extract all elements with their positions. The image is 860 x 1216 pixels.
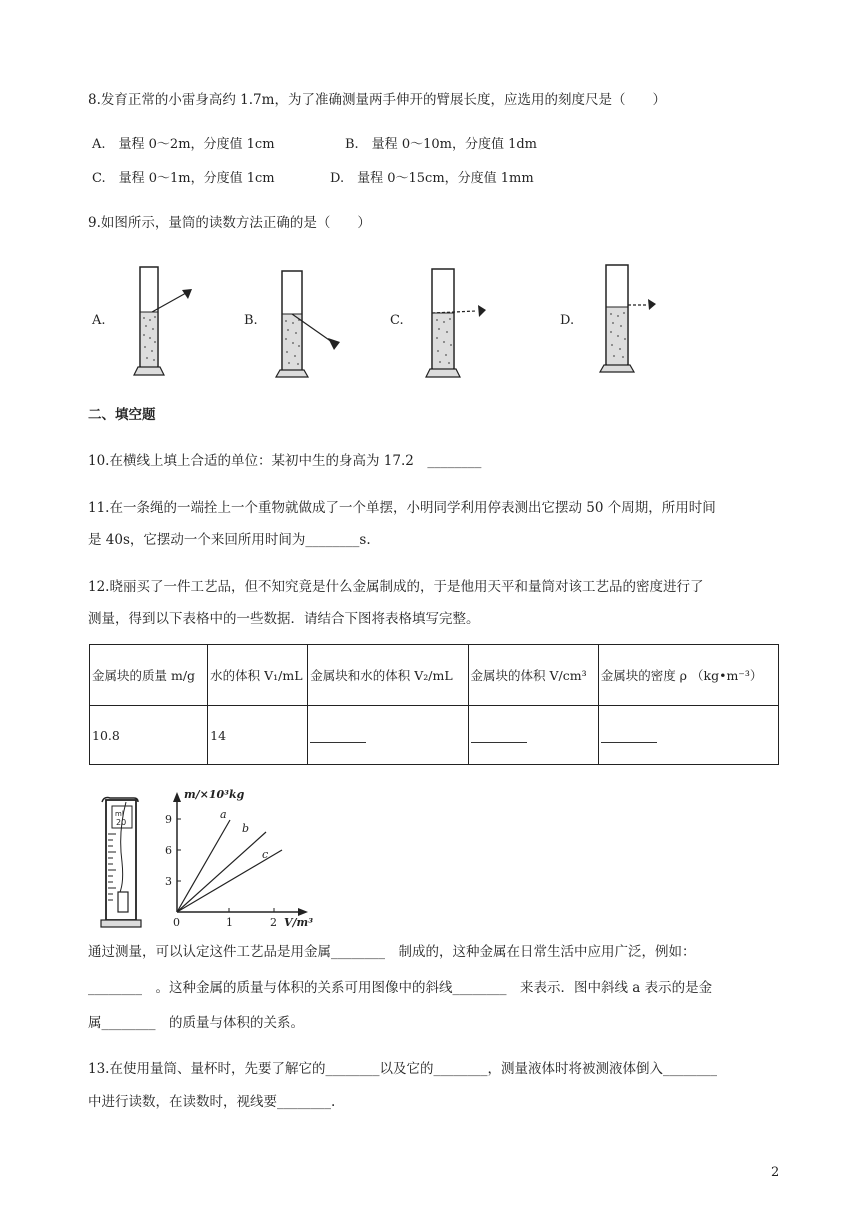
graph-line-a [177, 820, 230, 912]
graph-y-tick-label: 6 [165, 844, 172, 857]
page-number: 2 [771, 1165, 780, 1180]
cylinder-figure-b [272, 266, 352, 386]
q8-option-d: D. 量程 0～15cm，分度值 1mm [330, 171, 534, 186]
data-table [89, 644, 779, 765]
q8-stem: 8.发育正常的小雷身高约 1.7m，为了准确测量两手伸开的臂展长度，应选用的刻度尺是（ ） [88, 92, 666, 108]
table-cell: 14 [208, 706, 308, 765]
table-header-cell: 金属块的体积 V/cm³ [468, 645, 598, 706]
cylinder-unit-label: ml [115, 810, 124, 818]
q10-text: 10.在横线上填上合适的单位：某初中生的身高为 17.2 ________ [88, 453, 482, 469]
answer-blank [471, 728, 527, 743]
section-title: 二、填空题 [88, 407, 156, 423]
table-blank-cell [598, 706, 778, 765]
q8-option-a: A. 量程 0～2m，分度值 1cm [92, 137, 275, 152]
graph-y-axis-label: m/×10³kg [184, 788, 245, 801]
cylinder-figure-c [424, 264, 504, 384]
graph-x-tick-label: 1 [226, 916, 233, 929]
q13-line2: 中进行读数，在读数时，视线要________. [88, 1094, 336, 1110]
q8-option-c: C. 量程 0～1m，分度值 1cm [92, 171, 275, 186]
table-header-cell: 金属块的密度 ρ （kg•m⁻³） [598, 645, 778, 706]
table-header-cell: 金属块的质量 m/g [90, 645, 208, 706]
q11-line1: 11.在一条绳的一端拴上一个重物就做成了一个单摆，小明同学利用停表测出它摆动 50 个周期，所用时间 [88, 500, 716, 516]
cylinder-figure-a [130, 262, 200, 382]
q12-after-line2: ________ 。这种金属的质量与体积的关系可用图像中的斜线________ 来表示．图中斜线 a 表示的是金 [88, 980, 713, 996]
table-blank-cell [308, 706, 468, 765]
q12-after-line3: 属________ 的质量与体积的关系。 [88, 1015, 304, 1031]
table-header-cell: 水的体积 V₁/mL [208, 645, 308, 706]
graph-line-label-b: b [242, 822, 250, 835]
q13-line1: 13.在使用量筒、量杯时，先要了解它的________以及它的________，测量液体时将被测液体倒入________ [88, 1061, 717, 1077]
q12-line1: 12.晓丽买了一件工艺品，但不知究竟是什么金属制成的，于是他用天平和量筒对该工艺品的密度进行了 [88, 579, 704, 595]
table-header-cell: 金属块和水的体积 V₂/mL [308, 645, 468, 706]
cylinder-mark-label: 20 [116, 818, 127, 827]
q9-option-d: D. [560, 313, 575, 328]
table-header-row [90, 645, 779, 706]
graph-y-tick-label: 9 [165, 813, 172, 826]
q9-option-c: C. [390, 313, 404, 328]
graph-x-tick-label: 2 [270, 916, 277, 929]
q12-after-line1: 通过测量，可以认定这件工艺品是用金属________ 制成的，这种金属在日常生活中应用广泛，例如： [88, 944, 696, 960]
mass-volume-graph [162, 784, 332, 934]
graph-y-tick-label: 3 [165, 875, 172, 888]
q11-line2: 是 40s，它摆动一个来回所用时间为________s. [88, 532, 371, 548]
graph-x-tick-label: 0 [173, 916, 180, 929]
measuring-cylinder-figure [92, 792, 162, 932]
q9-stem: 9.如图所示，量筒的读数方法正确的是（ ） [88, 215, 371, 231]
graph-line-label-a: a [220, 808, 227, 821]
table-row [90, 706, 779, 765]
graph-line-label-c: c [262, 848, 269, 861]
graph-line-b [177, 832, 269, 912]
q9-option-b: B. [244, 313, 258, 328]
cylinder-figure-d [598, 260, 678, 380]
q12-line2: 测量，得到以下表格中的一些数据．请结合下图将表格填写完整。 [88, 611, 480, 627]
table-blank-cell [468, 706, 598, 765]
answer-blank [601, 728, 657, 743]
table-cell: 10.8 [90, 706, 208, 765]
q9-option-a: A. [92, 313, 106, 328]
q8-option-b: B. 量程 0～10m，分度值 1dm [345, 137, 538, 152]
graph-x-axis-label: V/m³ [284, 916, 314, 929]
answer-blank [310, 728, 366, 743]
